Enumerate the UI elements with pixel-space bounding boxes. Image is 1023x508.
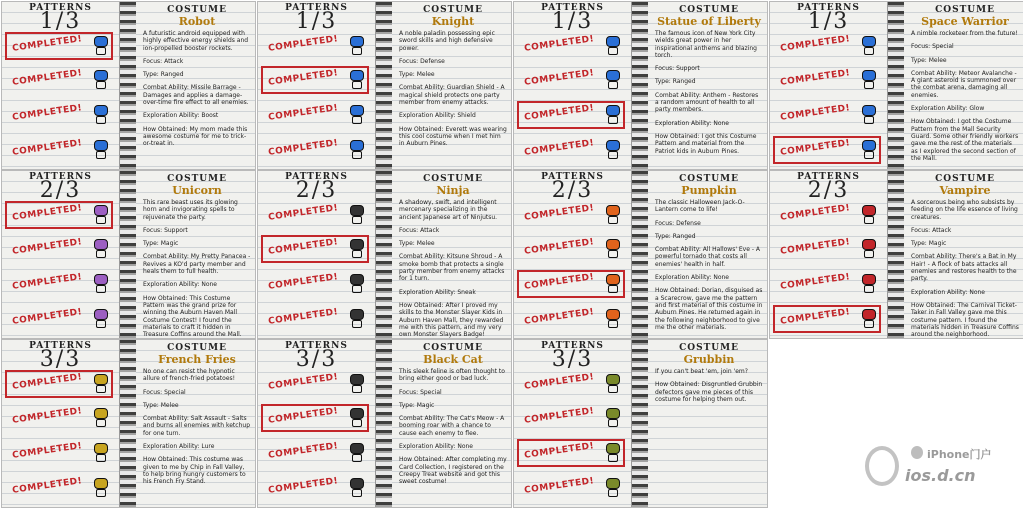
costume-sprite-icon xyxy=(94,374,108,394)
costume-sprite-icon xyxy=(350,205,364,225)
costume-field: How Obtained: My mom made this awesome costume for me to trick-or-treat in. xyxy=(143,125,248,148)
costume-description: If you can't beat 'em, join 'em? xyxy=(655,368,748,375)
costume-sprite-icon xyxy=(350,239,364,259)
costume-field: Exploration Ability: Boost xyxy=(143,112,219,120)
completed-stamp: COMPLETED! xyxy=(11,441,83,461)
notebook-spiral xyxy=(376,2,392,170)
completed-stamp: COMPLETED! xyxy=(11,406,83,426)
completed-stamp: COMPLETED! xyxy=(267,307,339,327)
completed-stamp: COMPLETED! xyxy=(779,68,851,88)
costume-field: Focus: Special xyxy=(911,43,954,51)
costume-heading: COSTUME xyxy=(679,5,739,15)
pattern-row xyxy=(2,268,120,302)
completed-stamp: COMPLETED! xyxy=(779,138,851,158)
pattern-row xyxy=(258,472,376,506)
completed-stamp: COMPLETED! xyxy=(523,103,595,123)
costume-field: Focus: Defense xyxy=(655,219,701,227)
costume-card[interactable] xyxy=(257,339,512,508)
completed-stamp: COMPLETED! xyxy=(523,307,595,327)
costume-heading: COSTUME xyxy=(167,5,227,15)
completed-stamp: COMPLETED! xyxy=(523,441,595,461)
costume-sprite-icon xyxy=(94,478,108,498)
costume-field: Exploration Ability: Lure xyxy=(143,443,215,451)
costume-sprite-icon xyxy=(606,205,620,225)
pattern-row xyxy=(2,99,120,133)
costume-field: Combat Ability: Guardian Shield - A magical shield protects one party member from enemy attacks. xyxy=(399,84,505,107)
costume-field: Exploration Ability: None xyxy=(655,274,729,282)
costume-name: Space Warrior xyxy=(921,15,1009,28)
pattern-row xyxy=(770,303,888,337)
costume-field: Focus: Attack xyxy=(143,57,184,65)
costume-sprite-icon xyxy=(862,309,876,329)
costume-field: Combat Ability: Missile Barrage - Damages and applies a damage-over-time fire effect to all enemies. xyxy=(143,84,249,107)
costume-field: Type: Melee xyxy=(911,56,947,64)
completed-stamp: COMPLETED! xyxy=(267,476,339,496)
patterns-page xyxy=(770,2,888,170)
costume-page xyxy=(392,2,511,170)
patterns-page xyxy=(770,171,888,339)
costume-sprite-icon xyxy=(606,239,620,259)
pattern-count: 1/3 xyxy=(807,9,850,34)
costume-field: Exploration Ability: Shield xyxy=(399,112,476,120)
costume-sprite-icon xyxy=(350,140,364,160)
completed-stamp: COMPLETED! xyxy=(523,138,595,158)
costume-field: How Obtained: Disgruntled Grubbin defectors gave me pieces of this costume for helping them out. xyxy=(655,381,763,403)
costume-field: Combat Ability: Salt Assault - Salts and burns all enemies with ketchup for one turn. xyxy=(143,415,250,437)
costume-sprite-icon xyxy=(350,70,364,90)
costume-sprite-icon xyxy=(94,36,108,56)
pattern-count: 1/3 xyxy=(551,9,594,34)
costume-field: How Obtained: After completing my Card Collection, I registered on the Creepy Treat website and got this sweet costume! xyxy=(399,456,507,486)
costume-sprite-icon xyxy=(94,105,108,125)
costume-page xyxy=(904,171,1023,339)
costume-heading: COSTUME xyxy=(935,5,995,15)
pattern-row xyxy=(258,402,376,436)
costume-field: Type: Magic xyxy=(911,240,947,248)
costume-field: How Obtained: Dorian, disguised as a Scarecrow, gave me the pattern and first material of this costume in Auburn Pines. He returned again in the following neighborhood to give me the other materials. xyxy=(655,287,763,331)
costume-card[interactable] xyxy=(257,1,512,170)
costume-heading: COSTUME xyxy=(423,174,483,184)
completed-stamp: COMPLETED! xyxy=(11,68,83,88)
pattern-row xyxy=(514,368,632,402)
costume-sprite-icon xyxy=(94,309,108,329)
pattern-count: 1/3 xyxy=(295,9,338,34)
costume-field: Exploration Ability: Sneak xyxy=(399,288,476,296)
costume-name: Vampire xyxy=(939,184,991,197)
costume-sprite-icon xyxy=(862,274,876,294)
costume-field: Combat Ability: The Cat's Meow - A booming roar with a chance to cause each enemy to flee. xyxy=(399,415,505,437)
patterns-heading: PATTERNS xyxy=(285,341,348,351)
costume-page xyxy=(392,171,511,339)
costume-field: Type: Melee xyxy=(143,401,179,409)
completed-stamp: COMPLETED! xyxy=(267,272,339,292)
pattern-row xyxy=(2,303,120,337)
apple-icon xyxy=(911,446,923,459)
costume-sprite-icon xyxy=(862,70,876,90)
pattern-row xyxy=(770,30,888,64)
completed-stamp: COMPLETED! xyxy=(523,372,595,392)
pattern-row xyxy=(2,472,120,506)
costume-heading: COSTUME xyxy=(423,343,483,353)
patterns-page xyxy=(258,340,376,508)
costume-sprite-icon xyxy=(862,36,876,56)
pattern-row xyxy=(514,134,632,168)
costume-field: Type: Melee xyxy=(399,240,435,248)
costume-card[interactable] xyxy=(257,170,512,339)
costume-sprite-icon xyxy=(350,274,364,294)
completed-stamp: COMPLETED! xyxy=(523,272,595,292)
costume-field: Combat Ability: There's a Bat in My Hair! - A flock of bats attacks all enemies and restores health to the party. xyxy=(911,253,1017,283)
costume-description: A shadowy, swift, and intelligent mercenary specializing in the ancient Japanese art of Ninjutsu. xyxy=(399,199,498,221)
costume-page xyxy=(648,2,767,170)
costume-sprite-icon xyxy=(94,239,108,259)
pattern-row xyxy=(258,268,376,302)
watermark xyxy=(861,432,1021,504)
pattern-row xyxy=(2,134,120,168)
pattern-row xyxy=(258,64,376,98)
notebook-spiral xyxy=(376,171,392,339)
patterns-heading: PATTERNS xyxy=(29,341,92,351)
patterns-page xyxy=(258,2,376,170)
costume-description: A nimble rocketeer from the future! xyxy=(911,30,1018,37)
completed-stamp: COMPLETED! xyxy=(11,372,83,392)
costume-sprite-icon xyxy=(350,478,364,498)
costume-field: Type: Magic xyxy=(399,401,435,409)
pattern-row xyxy=(258,368,376,402)
completed-stamp: COMPLETED! xyxy=(11,138,83,158)
costume-card[interactable] xyxy=(769,170,1023,339)
patterns-heading: PATTERNS xyxy=(541,172,604,182)
costume-name: French Fries xyxy=(158,353,236,366)
costume-page xyxy=(648,340,767,508)
patterns-page xyxy=(2,2,120,170)
costume-card[interactable] xyxy=(513,1,768,170)
patterns-heading: PATTERNS xyxy=(29,3,92,13)
costume-sprite-icon xyxy=(606,374,620,394)
costume-sprite-icon xyxy=(94,205,108,225)
costume-field: Type: Magic xyxy=(143,240,179,248)
pattern-row xyxy=(258,303,376,337)
costume-sprite-icon xyxy=(94,70,108,90)
notebook-spiral xyxy=(376,340,392,508)
costume-field: Type: Ranged xyxy=(143,71,184,79)
completed-stamp: COMPLETED! xyxy=(267,34,339,54)
costume-heading: COSTUME xyxy=(167,343,227,353)
completed-stamp: COMPLETED! xyxy=(11,272,83,292)
patterns-page xyxy=(258,171,376,339)
costume-sprite-icon xyxy=(606,140,620,160)
costume-field: Focus: Support xyxy=(143,226,188,234)
patterns-page xyxy=(2,340,120,508)
completed-stamp: COMPLETED! xyxy=(779,203,851,223)
completed-stamp: COMPLETED! xyxy=(779,307,851,327)
pattern-row xyxy=(514,268,632,302)
costume-field: Exploration Ability: None xyxy=(399,443,473,451)
costume-name: Ninja xyxy=(436,184,470,197)
costume-field: Type: Ranged xyxy=(655,78,696,86)
notebook-spiral xyxy=(632,340,648,508)
pattern-row xyxy=(770,134,888,168)
costume-field: Focus: Attack xyxy=(399,226,440,234)
completed-stamp: COMPLETED! xyxy=(779,34,851,54)
patterns-page xyxy=(2,171,120,339)
costume-sprite-icon xyxy=(350,374,364,394)
completed-stamp: COMPLETED! xyxy=(267,237,339,257)
completed-stamp: COMPLETED! xyxy=(523,203,595,223)
costume-field: Combat Ability: All Hallows' Eve - A powerful tornado that costs all enemies' health in half. xyxy=(655,246,761,268)
costume-sprite-icon xyxy=(862,140,876,160)
costume-sprite-icon xyxy=(862,205,876,225)
completed-stamp: COMPLETED! xyxy=(267,103,339,123)
notebook-spiral xyxy=(888,2,904,170)
costume-sprite-icon xyxy=(94,443,108,463)
pattern-row xyxy=(770,99,888,133)
pattern-count: 2/3 xyxy=(551,178,594,203)
pattern-row xyxy=(514,30,632,64)
completed-stamp: COMPLETED! xyxy=(779,103,851,123)
completed-stamp: COMPLETED! xyxy=(523,406,595,426)
costume-name: Unicorn xyxy=(172,184,222,197)
costume-sprite-icon xyxy=(862,105,876,125)
completed-stamp: COMPLETED! xyxy=(267,68,339,88)
costume-heading: COSTUME xyxy=(679,343,739,353)
notebook-spiral xyxy=(888,171,904,339)
pattern-row xyxy=(2,437,120,471)
patterns-heading: PATTERNS xyxy=(797,172,860,182)
costume-field: How Obtained: I got this Costume Pattern and material from the Patriot kids in Auburn Pines. xyxy=(655,132,757,155)
pattern-count: 3/3 xyxy=(39,347,82,372)
costume-description: The famous icon of New York City wields great power in her inspirational anthems and blazing torch. xyxy=(655,30,757,59)
costume-page xyxy=(648,171,767,339)
pattern-count: 2/3 xyxy=(39,178,82,203)
costume-heading: COSTUME xyxy=(167,174,227,184)
costume-sprite-icon xyxy=(350,309,364,329)
costume-name: Statue of Liberty xyxy=(657,15,761,28)
costume-sprite-icon xyxy=(606,274,620,294)
costume-description: This sleek feline is often thought to bring either good or bad luck. xyxy=(399,368,505,383)
costume-name: Robot xyxy=(178,15,216,28)
costume-card[interactable] xyxy=(769,1,1023,170)
watermark-domain: ios.d.cn xyxy=(905,466,976,485)
costume-card[interactable] xyxy=(1,1,256,170)
watermark-ring-icon xyxy=(865,446,899,486)
costume-card[interactable] xyxy=(513,170,768,339)
pattern-row xyxy=(258,134,376,168)
costume-field: Exploration Ability: None xyxy=(143,281,217,289)
watermark-brand: iPhone门户 xyxy=(927,448,992,461)
costume-field: How Obtained: The Carnival Ticket-Taker in Fall Valley gave me this costume pattern. I found the materials hidden in Treasure Coffins around the neighborhood. xyxy=(911,301,1019,339)
costume-name: Grubbin xyxy=(683,353,735,366)
costume-page xyxy=(904,2,1023,170)
notebook-spiral xyxy=(632,171,648,339)
costume-field: Focus: Attack xyxy=(911,226,952,234)
patterns-heading: PATTERNS xyxy=(797,3,860,13)
completed-stamp: COMPLETED! xyxy=(267,138,339,158)
notebook-spiral xyxy=(632,2,648,170)
costume-field: How Obtained: After I proved my skills to the Monster Slayer Kids in Auburn Haven Mall, they rewarded me with this pattern, and my very own Monster Slayers Badge! xyxy=(399,301,504,339)
completed-stamp: COMPLETED! xyxy=(267,372,339,392)
costume-field: Focus: Special xyxy=(143,388,186,396)
pattern-row xyxy=(770,268,888,302)
patterns-heading: PATTERNS xyxy=(285,172,348,182)
completed-stamp: COMPLETED! xyxy=(267,203,339,223)
costume-card[interactable] xyxy=(1,170,256,339)
costume-field: Combat Ability: Anthem - Restores a random amount of health to all party members. xyxy=(655,91,759,114)
costume-sprite-icon xyxy=(606,70,620,90)
pattern-count: 3/3 xyxy=(295,347,338,372)
costume-description: A noble paladin possessing epic sword skills and high defensive power. xyxy=(399,30,495,52)
pattern-row xyxy=(514,437,632,471)
patterns-page xyxy=(514,171,632,339)
completed-stamp: COMPLETED! xyxy=(523,34,595,54)
costume-field: How Obtained: This Costume Pattern was the grand prize for winning the Auburn Haven Mall Costume Contest! I found the materials to craft it hidden in Treasure Coffins around the Mall. xyxy=(143,294,242,339)
pattern-row xyxy=(258,233,376,267)
costume-sprite-icon xyxy=(606,36,620,56)
pattern-row xyxy=(770,64,888,98)
patterns-page xyxy=(514,2,632,170)
pattern-row xyxy=(258,199,376,233)
costume-description: A futuristic android equipped with highly effective energy shields and ion-propelled booster rockets. xyxy=(143,30,249,52)
costume-card[interactable] xyxy=(1,339,256,508)
costume-field: Combat Ability: Kitsune Shroud - A smoke bomb that protects a single party member from enemy attacks for 1 turn. xyxy=(399,253,505,283)
costume-sprite-icon xyxy=(350,443,364,463)
pattern-row xyxy=(2,233,120,267)
completed-stamp: COMPLETED! xyxy=(779,272,851,292)
costume-name: Knight xyxy=(431,15,475,28)
pattern-row xyxy=(770,199,888,233)
costume-field: Exploration Ability: None xyxy=(911,288,985,296)
patterns-heading: PATTERNS xyxy=(541,3,604,13)
costume-heading: COSTUME xyxy=(423,5,483,15)
pattern-row xyxy=(514,472,632,506)
costume-page xyxy=(392,340,511,508)
pattern-row xyxy=(2,30,120,64)
costume-field: How Obtained: I got the Costume Pattern from the Mall Security Guard. Some other friendly workers gave me the rest of the materials as I explored the second section of the Mall. xyxy=(911,118,1019,162)
costume-sprite-icon xyxy=(606,105,620,125)
pattern-row xyxy=(258,437,376,471)
pattern-row xyxy=(514,233,632,267)
costume-field: Exploration Ability: None xyxy=(655,119,729,127)
costume-card[interactable] xyxy=(513,339,768,508)
costume-heading: COSTUME xyxy=(935,174,995,184)
costume-sprite-icon xyxy=(606,443,620,463)
costume-sprite-icon xyxy=(94,274,108,294)
costume-description: This rare beast uses its glowing horn and invigorating spells to rejuvenate the party. xyxy=(143,199,238,221)
pattern-row xyxy=(258,99,376,133)
costume-sprite-icon xyxy=(606,478,620,498)
completed-stamp: COMPLETED! xyxy=(523,476,595,496)
pattern-row xyxy=(770,233,888,267)
costume-field: How Obtained: Everett was wearing this cool costume when I met him in Auburn Pines. xyxy=(399,125,507,148)
costume-page xyxy=(136,340,255,508)
pattern-count: 3/3 xyxy=(551,347,594,372)
notebook-spiral xyxy=(120,171,136,339)
pattern-row xyxy=(2,199,120,233)
costume-sprite-icon xyxy=(350,408,364,428)
pattern-row xyxy=(2,368,120,402)
notebook-spiral xyxy=(120,340,136,508)
costume-sprite-icon xyxy=(350,36,364,56)
pattern-row xyxy=(514,402,632,436)
costume-field: Focus: Special xyxy=(399,388,442,396)
costume-sprite-icon xyxy=(606,408,620,428)
pattern-count: 2/3 xyxy=(807,178,850,203)
pattern-row xyxy=(514,99,632,133)
patterns-page xyxy=(514,340,632,508)
pattern-row xyxy=(514,64,632,98)
costume-name: Black Cat xyxy=(423,353,483,366)
pattern-row xyxy=(2,64,120,98)
costume-description: No one can resist the hypnotic allure of french-fried potatoes! xyxy=(143,368,236,383)
notebook-spiral xyxy=(120,2,136,170)
costume-page xyxy=(136,2,255,170)
pattern-row xyxy=(2,402,120,436)
costume-field: How Obtained: This costume was given to me by Chip in Fall Valley, to help bring hungry customers to his French Fry Stand. xyxy=(143,456,246,486)
completed-stamp: COMPLETED! xyxy=(11,307,83,327)
costume-field: Exploration Ability: Glow xyxy=(911,105,985,113)
pattern-row xyxy=(514,199,632,233)
completed-stamp: COMPLETED! xyxy=(11,203,83,223)
costume-field: Combat Ability: Meteor Avalanche - A giant asteroid is summoned over the combat arena, damaging all enemies. xyxy=(911,69,1017,99)
completed-stamp: COMPLETED! xyxy=(11,34,83,54)
completed-stamp: COMPLETED! xyxy=(779,237,851,257)
completed-stamp: COMPLETED! xyxy=(11,476,83,496)
costume-field: Type: Melee xyxy=(399,71,435,79)
completed-stamp: COMPLETED! xyxy=(11,237,83,257)
costume-description: A sorcerous being who subsists by feeding on the life essence of living creatures. xyxy=(911,199,1018,221)
pattern-row xyxy=(514,303,632,337)
completed-stamp: COMPLETED! xyxy=(523,237,595,257)
costume-sprite-icon xyxy=(94,408,108,428)
completed-stamp: COMPLETED! xyxy=(267,406,339,426)
costume-field: Type: Ranged xyxy=(655,232,696,240)
pattern-row xyxy=(258,30,376,64)
costume-sprite-icon xyxy=(606,309,620,329)
costume-sprite-icon xyxy=(350,105,364,125)
costume-field: Focus: Defense xyxy=(399,57,445,65)
costume-sprite-icon xyxy=(94,140,108,160)
completed-stamp: COMPLETED! xyxy=(267,441,339,461)
completed-stamp: COMPLETED! xyxy=(523,68,595,88)
patterns-heading: PATTERNS xyxy=(285,3,348,13)
patterns-heading: PATTERNS xyxy=(541,341,604,351)
costume-sprite-icon xyxy=(862,239,876,259)
costume-heading: COSTUME xyxy=(679,174,739,184)
costume-page xyxy=(136,171,255,339)
costume-name: Pumpkin xyxy=(681,184,737,197)
costume-field: Combat Ability: My Pretty Panacea - Revives a KO'd party member and heals them to full health. xyxy=(143,253,251,276)
pattern-count: 2/3 xyxy=(295,178,338,203)
completed-stamp: COMPLETED! xyxy=(11,103,83,123)
patterns-heading: PATTERNS xyxy=(29,172,92,182)
pattern-count: 1/3 xyxy=(39,9,82,34)
costume-field: Focus: Support xyxy=(655,65,700,73)
costume-description: The classic Halloween Jack-O-Lantern come to life! xyxy=(655,199,745,214)
